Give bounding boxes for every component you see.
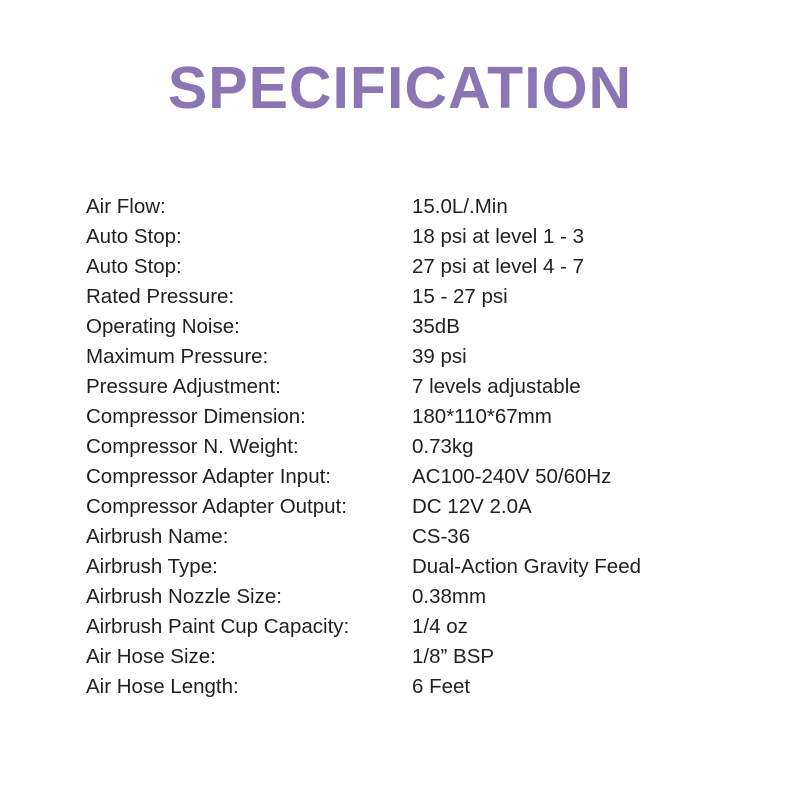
spec-value: 35dB: [412, 315, 460, 338]
spec-value: 15.0L/.Min: [412, 195, 508, 218]
table-row: [86, 312, 726, 342]
table-row: [86, 192, 726, 222]
spec-label: Operating Noise:: [86, 315, 240, 338]
table-row: [86, 222, 726, 252]
spec-label: Maximum Pressure:: [86, 345, 269, 368]
specification-table-body: [86, 192, 726, 702]
page-title: SPECIFICATION: [167, 55, 633, 121]
table-row: [86, 432, 726, 462]
spec-label: Compressor N. Weight:: [86, 435, 299, 458]
spec-value: 0.38mm: [412, 585, 487, 608]
spec-value: 180*110*67mm: [412, 405, 552, 428]
spec-value: 27 psi at level 4 - 7: [412, 255, 585, 278]
spec-label: Air Flow:: [86, 195, 166, 218]
spec-label: Air Hose Size:: [86, 645, 216, 668]
table-row: [86, 522, 726, 552]
spec-value: AC100-240V 50/60Hz: [412, 465, 612, 488]
spec-label: Compressor Adapter Output:: [86, 495, 347, 518]
spec-value: Dual-Action Gravity Feed: [412, 555, 642, 578]
table-row: [86, 282, 726, 312]
spec-value: DC 12V 2.0A: [412, 495, 532, 518]
table-row: [86, 462, 726, 492]
spec-value: 1/4 oz: [412, 615, 468, 638]
spec-value: CS-36: [412, 525, 471, 548]
table-row: [86, 552, 726, 582]
table-row: [86, 492, 726, 522]
spec-value: 7 levels adjustable: [412, 375, 581, 398]
spec-value: 15 - 27 psi: [412, 285, 508, 308]
table-row: [86, 342, 726, 372]
table-row: [86, 252, 726, 282]
specification-table: [86, 192, 726, 702]
spec-label: Airbrush Type:: [86, 555, 218, 578]
table-row: [86, 672, 726, 702]
spec-label: Airbrush Paint Cup Capacity:: [86, 615, 350, 638]
table-row: [86, 372, 726, 402]
spec-label: Auto Stop:: [86, 225, 182, 248]
spec-label: Compressor Dimension:: [86, 405, 306, 428]
spec-label: Auto Stop:: [86, 255, 182, 278]
spec-value: 0.73kg: [412, 435, 474, 458]
spec-label: Rated Pressure:: [86, 285, 235, 308]
spec-label: Compressor Adapter Input:: [86, 465, 331, 488]
spec-value: 18 psi at level 1 - 3: [412, 225, 585, 248]
spec-label: Airbrush Nozzle Size:: [86, 585, 282, 608]
spec-value: 6 Feet: [412, 675, 471, 698]
spec-value: 39 psi: [412, 345, 467, 368]
table-row: [86, 642, 726, 672]
spec-value: 1/8” BSP: [412, 645, 495, 668]
table-row: [86, 612, 726, 642]
table-row: [86, 582, 726, 612]
spec-label: Airbrush Name:: [86, 525, 229, 548]
spec-label: Pressure Adjustment:: [86, 375, 281, 398]
table-row: [86, 402, 726, 432]
spec-label: Air Hose Length:: [86, 675, 239, 698]
